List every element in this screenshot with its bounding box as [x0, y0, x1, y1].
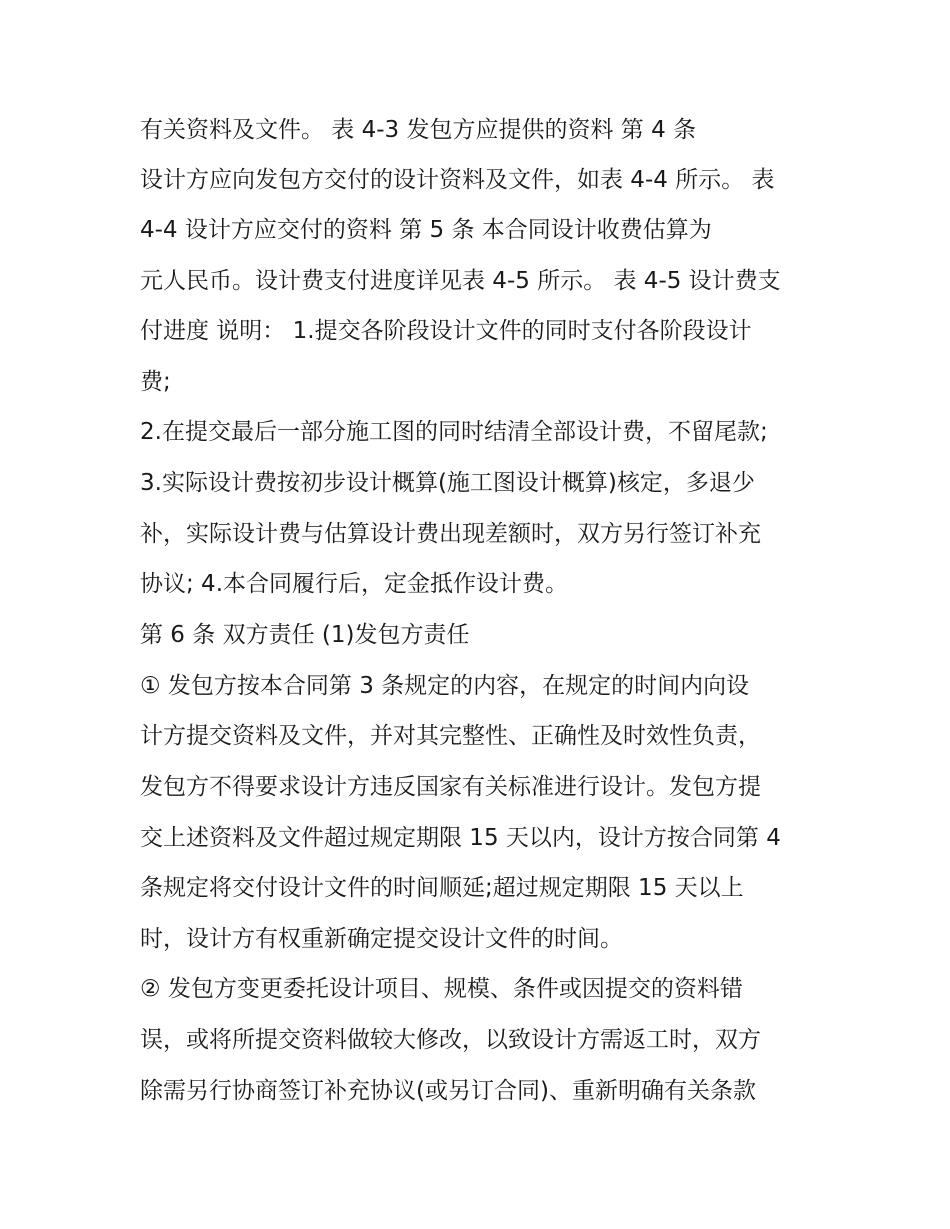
text-line: 有关资料及文件。 表 4-3 发包方应提供的资料 第 4 条 — [140, 117, 697, 143]
text-line: 设计方应向发包方交付的设计资料及文件，如表 4-4 所示。 表 — [140, 167, 775, 193]
text-line: 补，实际设计费与估算设计费出现差额时，双方另行签订补充 — [140, 521, 761, 547]
text-line: 发包方不得要求设计方违反国家有关标准进行设计。发包方提 — [140, 774, 761, 800]
text-line: 除需另行协商签订补充协议(或另订合同)、重新明确有关条款 — [140, 1078, 756, 1104]
text-line: ① 发包方按本合同第 3 条规定的内容，在规定的时间内向设 — [140, 673, 750, 699]
text-line: 时，设计方有权重新确定提交设计文件的时间。 — [140, 926, 623, 952]
section-heading: 第 6 条 双方责任 (1)发包方责任 — [140, 622, 470, 648]
text-line: 付进度 说明： 1.提交各阶段设计文件的同时支付各阶段设计 — [140, 318, 752, 344]
text-line: 交上述资料及文件超过规定期限 15 天以内，设计方按合同第 4 — [140, 825, 781, 851]
text-line: 误，或将所提交资料做较大修改，以致设计方需返工时，双方 — [140, 1027, 761, 1053]
text-line: 协议; 4.本合同履行后，定金抵作设计费。 — [140, 571, 569, 597]
text-line: 计方提交资料及文件，并对其完整性、正确性及时效性负责， — [140, 723, 761, 749]
text-line: 3.实际设计费按初步设计概算(施工图设计概算)核定，多退少 — [140, 470, 755, 496]
text-line: 4-4 设计方应交付的资料 第 5 条 本合同设计收费估算为 — [140, 217, 712, 243]
text-line: ② 发包方变更委托设计项目、规模、条件或因提交的资料错 — [140, 976, 743, 1002]
text-line: 条规定将交付设计文件的时间顺延;超过规定期限 15 天以上 — [140, 875, 744, 901]
text-line: 元人民币。设计费支付进度详见表 4-5 所示。 表 4-5 设计费支 — [140, 268, 781, 294]
text-line: 费; — [140, 369, 171, 395]
text-line: 2.在提交最后一部分施工图的同时结清全部设计费，不留尾款; — [140, 419, 768, 445]
